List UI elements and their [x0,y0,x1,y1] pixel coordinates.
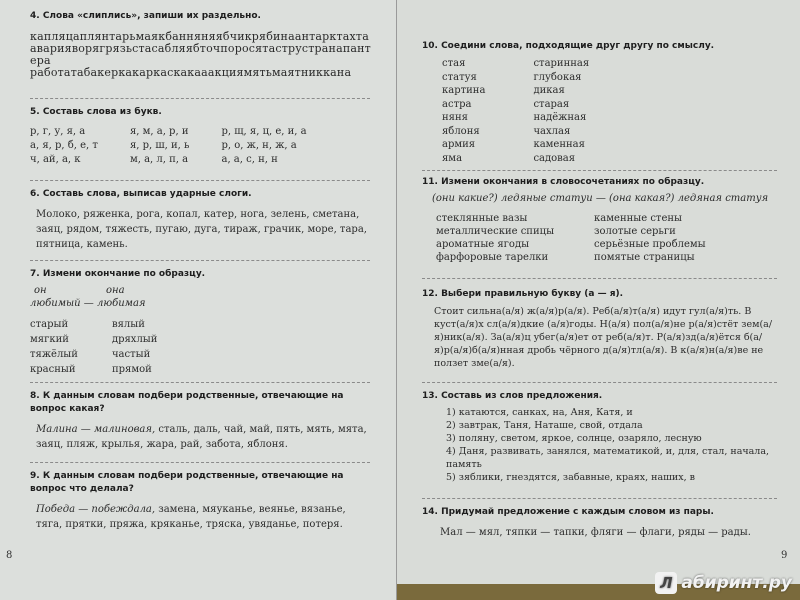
phrases-col-1 [436,212,554,264]
task-6-title: 6. Составь слова, выписав ударные слоги. [30,189,252,199]
task-14 [422,506,782,540]
task-8-words: сталь, даль, чай, май, пять, мять, мята, заяц, пляж, крылья, жара, рай, забота, яблоня. [36,424,367,450]
noun: стая [442,58,466,69]
task-8 [30,390,375,452]
task-10 [422,40,782,165]
list-item: 3) поляну, светом, яркое, солнце, озаряло, лесную [446,433,702,444]
phrase: помятые страницы [594,252,695,263]
adjective: старинная [533,58,590,69]
task-6-text: Молоко, ряженка, рога, копал, катер, нога, зелень, сметана, заяц, рядом, тяжесть, пугаю, дуга, тираж, грачик, море, тара, пятница, камень. [36,209,367,250]
task-9-words: замена, мяуканье, веянье, вязанье, тяга, прятки, пряжа, кряканье, тряска, увяданье, потеря. [36,504,346,530]
adjective: надёжная [533,112,587,123]
phrase: ароматные ягоды [436,239,530,250]
right-page [397,0,800,600]
watermark-logo-icon: Л [655,572,677,594]
noun: армия [442,139,476,150]
adjective: прямой [111,364,152,375]
task-8-text [30,422,375,452]
adjective: вялый [111,319,145,330]
list-item: 2) завтрак, Таня, Наташе, свой, отдала [446,420,643,431]
noun: картина [442,85,486,96]
left-page [0,0,397,600]
list-item: 1) катаются, санках, на, Аня, Катя, и [446,407,633,418]
divider [30,180,370,181]
task-11 [422,176,782,264]
noun: яблоня [442,125,480,137]
task-5-title: 5. Составь слова из букв. [30,107,162,117]
phrases-col-2 [594,212,706,264]
task-4-title: 4. Слова «слиплись», запиши их раздельно. [30,11,261,21]
task-11-title: 11. Измени окончания в словосочетаниях по образцу. [422,177,705,187]
adjective: дикая [533,85,565,96]
task-8-example: Малина — малиновая, [36,424,156,435]
task-9-text [30,502,375,532]
adjectives-col [533,57,589,165]
letter-set: ч, ай, а, к [30,154,81,165]
watermark [655,572,792,594]
phrase: металлические спицы [436,226,555,237]
noun: няня [442,112,468,123]
letter-set: р, г, у, я, а [30,126,86,137]
adjective: старый [30,319,69,330]
adjective: каменная [533,139,585,150]
adjective: тяжёлый [30,349,78,360]
adjective: частый [111,349,151,360]
phrase: фарфоровые тарелки [436,252,549,263]
nouns-col [442,57,485,165]
divider [30,260,370,261]
adjective: глубокая [533,71,582,83]
task-10-title: 10. Соедини слова, подходящие друг другу по смыслу. [422,41,715,51]
adjective: красный [30,364,76,375]
divider [422,498,777,499]
adjectives-col-2 [112,317,157,377]
adjective: садовая [533,152,576,164]
question-ona: она [106,285,125,296]
divider [422,278,777,279]
task-13-list [422,406,782,484]
adjectives-col-1 [30,317,78,377]
adjective: чахлая [533,125,571,137]
list-item: 4) Даня, развивать, занялся, математикой, и, для, стал, начала, память [446,446,770,470]
adjective: мягкий [30,334,69,345]
phrase: каменные стены [594,213,682,224]
letter-group-3 [221,125,306,167]
task-9-example: Победа — побеждала, [36,504,156,515]
task-6 [30,188,375,252]
merged-line-1: капляцаплянтарьмаякбанняняябчикрябинаантарктахта [30,30,369,43]
task-5 [30,106,375,167]
letter-group-2 [130,125,190,167]
divider [422,170,777,171]
task-9-title: 9. К данным словам подбери родственные, отвечающие на вопрос что делала? [30,471,344,494]
divider [422,382,777,383]
task-11-example: (они какие?) ледяные статуи — (она какая?) ледяная статуя [432,193,769,204]
task-7-title: 7. Измени окончание по образцу. [30,269,206,279]
noun: статуя [442,71,477,83]
divider [30,382,370,383]
divider [30,98,370,99]
question-on: он [34,285,47,296]
page-number-right: 9 [781,550,788,561]
noun: яма [442,152,463,164]
watermark-text: абиринт.ру [681,573,792,593]
letter-set: я, м, а, р, и [129,126,189,137]
task-14-title: 14. Придумай предложение с каждым словом из пары. [422,507,714,517]
task-12-text: Стоит сильна(а/я) ж(а/я)р(а/я). Реб(а/я)т(а/я) идут гул(а/я)ть. В куст(а/я)х сл(а/я)дкие (а/я)годы. Н(а/я) пол(а/я)не р(а/я)стёт зем(а/я)ник(а/я). За(а/я)ц убег(а/я)ет от реб(а/я)т. Р(а/я)зд(а/я)ётся б(а/я)р(а/я)б(а/я)нная дробь чёрного д(а/я)тл(а/я). В к(а/я)н(а/я)ве не ползет зме(а/я). [434,306,773,369]
letter-set: а, я, р, б, е, т [30,140,98,151]
task-12-title: 12. Выбери правильную букву (а — я). [422,289,624,299]
task-8-title: 8. К данным словам подбери родственные, отвечающие на вопрос какая? [30,391,344,414]
noun: астра [442,98,472,110]
letter-set: р, щ, я, ц, е, и, а [221,126,307,137]
task-4 [30,10,375,79]
task-7 [30,268,375,377]
merged-line-2: аварияворягрязьстасабляябточпоросятаструстранапантера [30,42,371,67]
task-7-example: любимый — любимая [30,298,146,309]
adjective: старая [533,98,570,110]
letter-set: р, о, ж, н, ж, а [221,140,297,151]
phrase: стеклянные вазы [436,213,528,224]
letter-set: я, р, ш, и, ь [129,140,190,151]
task-14-text: Мал — мял, тяпки — тапки, фляги — флаги, ряды — рады. [440,527,751,538]
letter-set: м, а, л, п, а [129,154,189,165]
task-12 [422,288,782,370]
task-13 [422,390,782,484]
letter-group-1 [30,125,98,167]
phrase: золотые серьги [594,226,676,237]
merged-line-3: работатабакеркакаркаскакааакциямятьмаятниккана [30,66,352,79]
task-9 [30,470,375,532]
divider [30,462,370,463]
list-item: 5) зяблики, гнездятся, забавные, краях, наших, в [446,472,696,483]
page-number-left: 8 [6,550,13,561]
adjective: дряхлый [111,334,158,345]
letter-set: а, а, с, н, н [221,154,278,165]
task-13-title: 13. Составь из слов предложения. [422,391,603,401]
phrase: серьёзные проблемы [594,239,706,250]
